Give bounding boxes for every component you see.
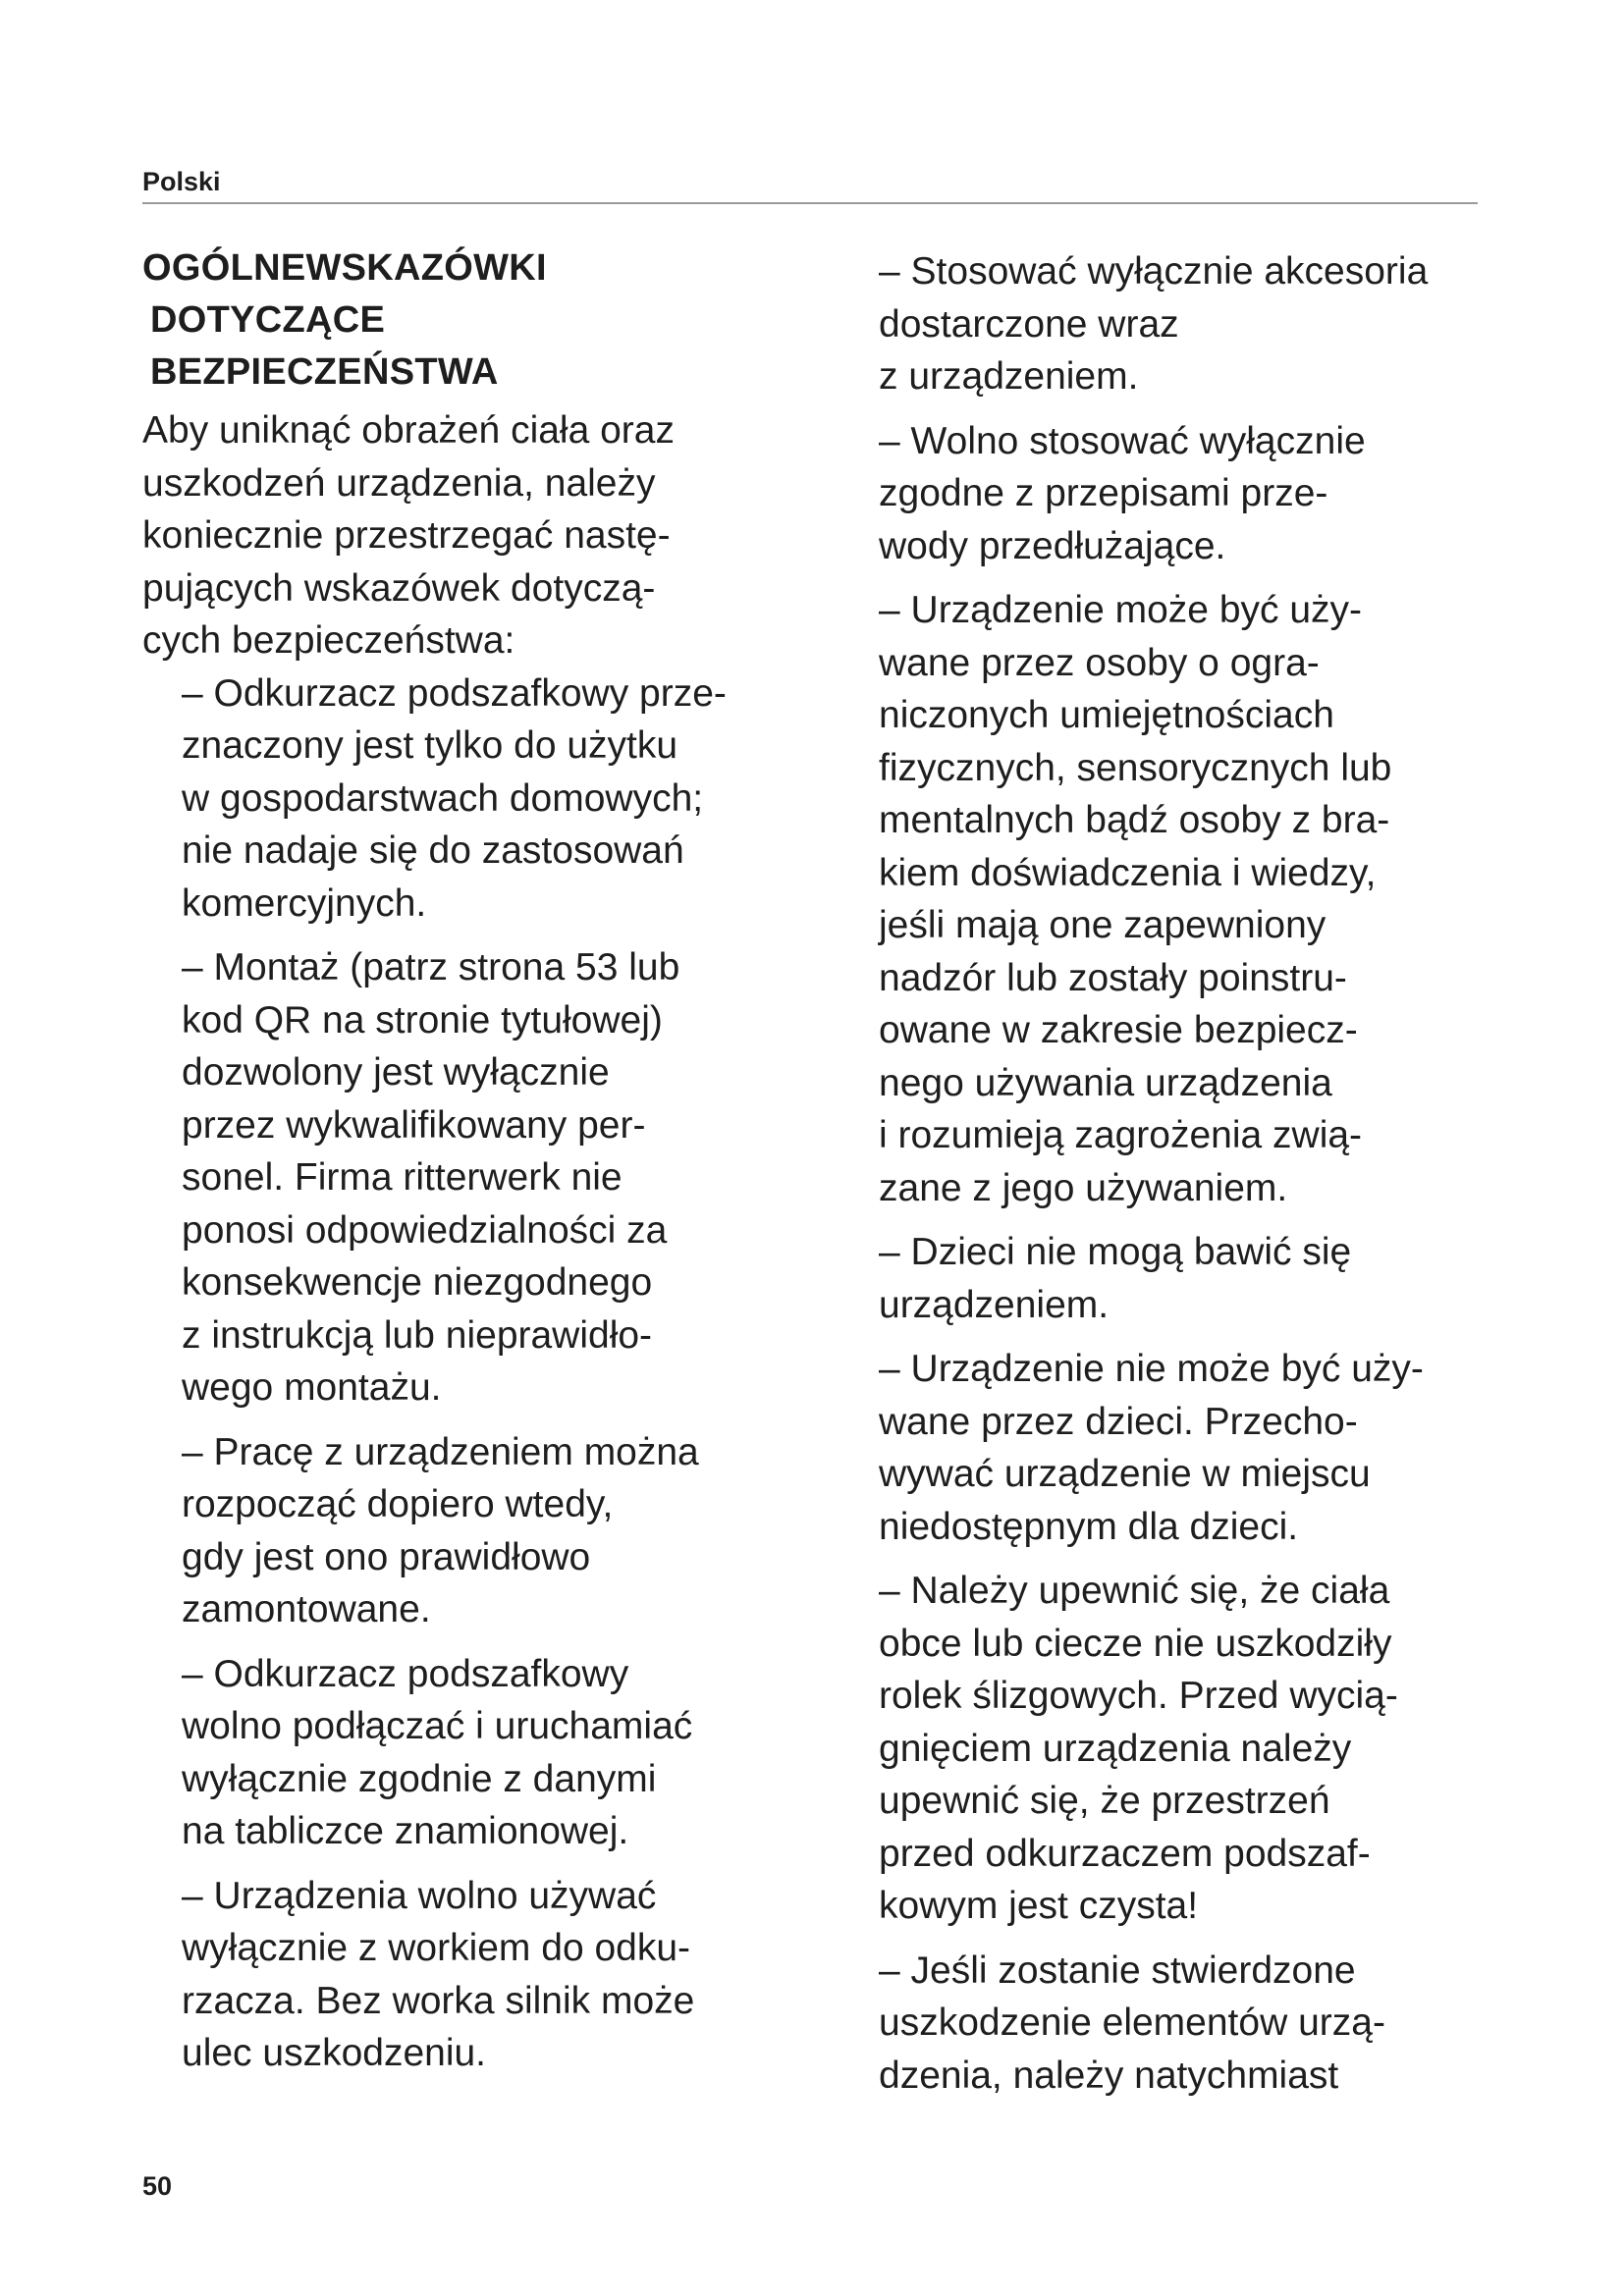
text-line: cych bezpieczeństwa: [142,619,515,662]
text-line: rzacza. Bez worka silnik może [182,1979,695,2022]
text-line: fizycznych, sensorycznych lub [879,746,1392,789]
text-line: ponosi odpowiedzialności za [182,1208,668,1252]
text-line: gdy jest ono prawidłowo [182,1535,591,1578]
safety-instruction-item [182,941,830,1415]
text-line: niedostępnym dla dzieci. [879,1505,1299,1548]
safety-instruction-item [182,1648,830,1858]
safety-instruction-item [879,584,1517,1214]
text-line: urządzeniem. [879,1283,1110,1326]
text-line: kod QR na stronie tytułowej) [182,998,663,1041]
text-line: sonel. Firma ritterwerk nie [182,1156,623,1199]
text-line: – Należy upewnić się, że ciała [879,1570,1390,1612]
text-line: pujących wskazówek dotyczą- [142,566,656,610]
text-line: – Urządzenia wolno używać [182,1874,657,1917]
text-line: nadzór lub zostały poinstru- [879,956,1347,999]
section-heading [142,242,830,399]
text-line: dozwolony jest wyłącznie [182,1051,610,1094]
text-line: wolno podłączać i uruchamiać [182,1705,693,1747]
language-label: Polski [142,167,221,196]
text-line: wyłącznie z workiem do odku- [182,1927,691,1969]
text-line: i rozumieją zagrożenia zwią- [879,1114,1363,1156]
text-line: nie nadaje się do zastosowań [182,829,684,872]
text-line: obce lub ciecze nie uszkodziły [879,1622,1392,1665]
text-line: ulec uszkodzeniu. [182,2032,487,2074]
text-line: – Urządzenie nie może być uży- [879,1348,1424,1390]
text-line: wody przedłużające. [879,524,1226,567]
text-line: – Dzieci nie mogą bawić się [879,1231,1352,1273]
text-line: gnięciem urządzenia należy [879,1727,1352,1770]
text-line: uszkodzeń urządzenia, należy [142,461,656,505]
text-line: – Odkurzacz podszafkowy [182,1652,629,1695]
safety-instruction-item [879,1565,1517,1933]
text-line: przez wykwalifikowany per- [182,1103,646,1147]
text-line: wego montażu. [182,1366,442,1409]
text-line: – Montaż (patrz strona 53 lub [182,946,680,988]
safety-instruction-item [182,667,830,931]
safety-instruction-item [182,1870,830,2080]
text-line: – Wolno stosować wyłącznie [879,419,1366,462]
left-column [142,242,830,2092]
right-column [879,245,1517,2113]
text-line: rolek ślizgowych. Przed wycią- [879,1675,1398,1717]
text-line: z instrukcją lub nieprawidło- [182,1313,653,1357]
text-line: komercyjnych. [182,881,427,925]
text-line: upewnić się, że przestrzeń [879,1780,1330,1822]
text-line: wyłącznie zgodnie z danymi [182,1757,657,1800]
text-line: zamontowane. [182,1588,431,1630]
page-number: 50 [142,2171,173,2201]
text-line: rozpocząć dopiero wtedy, [182,1483,614,1525]
text-line: wane przez dzieci. Przecho- [879,1400,1358,1443]
text-line: Aby uniknąć obrażeń ciała oraz [142,409,675,452]
text-line: kowym jest czysta! [879,1885,1199,1927]
safety-instruction-item [879,245,1517,403]
right-item-list [879,245,1517,2102]
header-divider [142,202,1478,204]
text-line: wywać urządzenie w miejscu [879,1453,1371,1495]
text-line: nego używania urządzenia [879,1061,1332,1104]
text-line: dostarczone wraz [879,302,1179,346]
text-line: owane w zakresie bezpiecz- [879,1009,1358,1051]
text-line: jeśli mają one zapewniony [879,904,1326,946]
safety-instruction-item [182,1426,830,1636]
text-line: zane z jego używaniem. [879,1166,1288,1209]
text-line: mentalnych bądź osoby z bra- [879,799,1390,841]
text-line: z urządzeniem. [879,355,1139,398]
text-line: wane przez osoby o ogra- [879,641,1320,684]
text-line: zgodne z przepisami prze- [879,472,1328,514]
safety-instruction-item [879,1343,1517,1553]
left-item-list [142,667,830,2080]
safety-instruction-item [879,1945,1517,2103]
safety-instruction-item [879,415,1517,573]
text-line: w gospodarstwach domowych; [182,776,704,820]
text-line: przed odkurzaczem podszaf- [879,1832,1371,1875]
text-line: konsekwencje niezgodnego [182,1261,653,1304]
safety-instruction-item [879,1226,1517,1331]
heading-line: OGÓLNEWSKAZÓWKI [142,247,547,289]
text-line: – Stosować wyłącznie akcesoria [879,250,1429,293]
heading-line: DOTYCZĄCE [150,299,386,341]
text-line: znaczony jest tylko do użytku [182,724,678,767]
text-line: – Urządzenie może być uży- [879,589,1363,631]
text-line: – Jeśli zostanie stwierdzone [879,1949,1356,1992]
text-line: kiem doświadczenia i wiedzy, [879,851,1377,894]
text-line: uszkodzenie elementów urzą- [879,2002,1385,2044]
intro-paragraph [142,404,830,667]
text-line: na tabliczce znamionowej. [182,1810,629,1852]
text-line: niczonych umiejętnościach [879,694,1334,736]
text-line: – Odkurzacz podszafkowy prze- [182,671,727,715]
text-line: koniecznie przestrzegać nastę- [142,514,671,557]
text-line: – Pracę z urządzeniem można [182,1430,699,1473]
text-line: dzenia, należy natychmiast [879,2054,1339,2097]
heading-line: BEZPIECZEŃSTWA [150,351,499,393]
